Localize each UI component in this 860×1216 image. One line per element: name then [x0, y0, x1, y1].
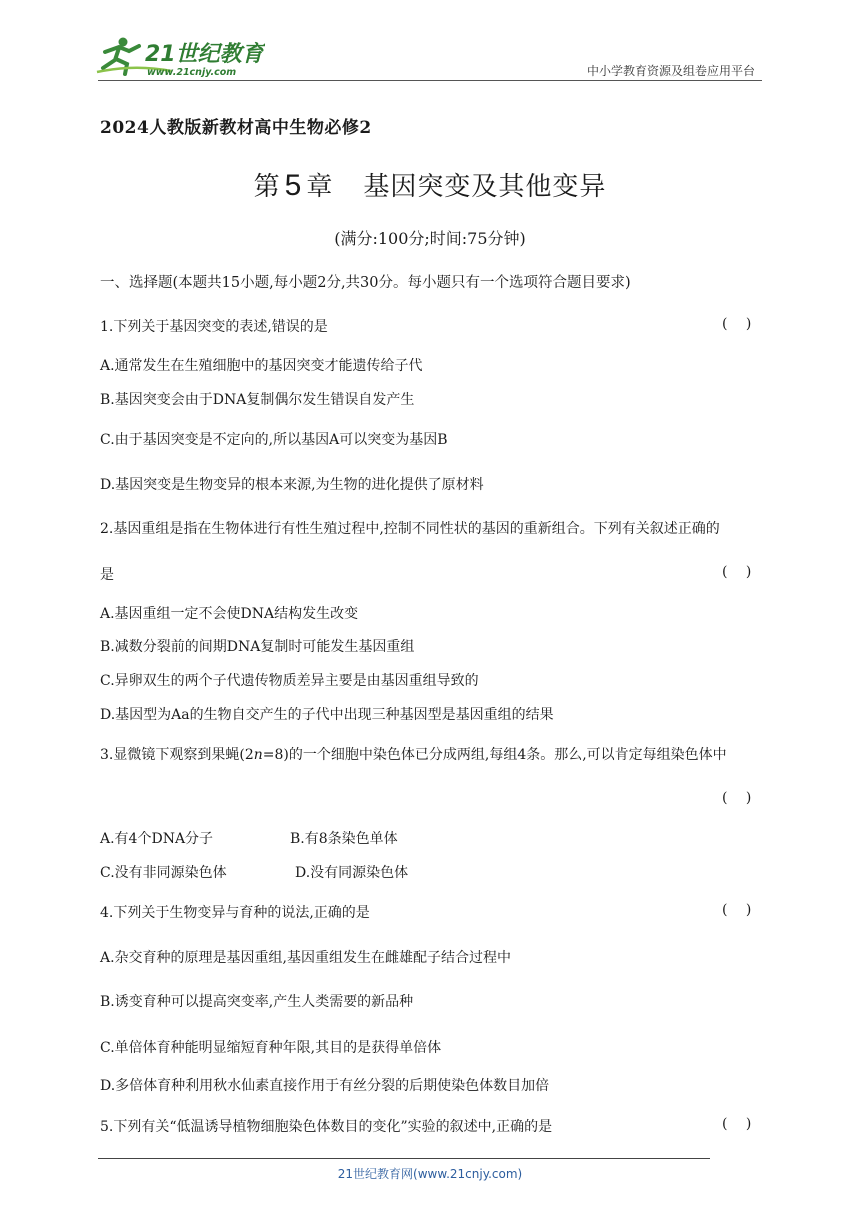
question-2-option-b: B.减数分裂前的间期DNA复制时可能发生基因重组 — [100, 639, 415, 655]
answer-parentheses: ( ) — [722, 790, 752, 806]
answer-parentheses: ( ) — [722, 316, 752, 332]
question-2-option-c: C.异卵双生的两个子代遗传物质差异主要是由基因重组导致的 — [100, 673, 479, 689]
question-4-stem: 4.下列关于生物变异与育种的说法,正确的是 — [100, 905, 370, 921]
question-1-stem: 1.下列关于基因突变的表述,错误的是 — [100, 319, 328, 335]
question-3-option-c: C.没有非同源染色体 — [100, 865, 227, 881]
question-3-option-d: D.没有同源染色体 — [295, 865, 409, 881]
question-4-option-d: D.多倍体育种利用秋水仙素直接作用于有丝分裂的后期使染色体数目加倍 — [100, 1078, 550, 1094]
question-3-stem-part-2: =8)的一个细胞中染色体已分成两组,每组4条。那么,可以肯定每组染色体中 — [262, 747, 727, 763]
question-5-stem: 5.下列有关“低温诱导植物细胞染色体数目的变化”实验的叙述中,正确的是 — [100, 1119, 553, 1135]
logo-url: www.21cnjy.com — [147, 67, 237, 78]
question-3-stem-part-1: 3.显微镜下观察到果蝇(2 — [100, 747, 254, 763]
chapter-title — [0, 166, 860, 203]
question-4-option-b: B.诱变育种可以提高突变率,产生人类需要的新品种 — [100, 994, 414, 1010]
exam-info: (满分:100分;时间:75分钟) — [334, 229, 526, 248]
question-2-stem-continued: 是 — [100, 567, 114, 583]
question-1-option-a: A.通常发生在生殖细胞中的基因突变才能遗传给子代 — [100, 358, 423, 374]
question-3-option-a: A.有4个DNA分子 — [100, 831, 214, 847]
question-1-option-d: D.基因突变是生物变异的根本来源,为生物的进化提供了原材料 — [100, 477, 484, 493]
answer-parentheses: ( ) — [722, 1116, 752, 1132]
question-4-option-a: A.杂交育种的原理是基因重组,基因重组发生在雌雄配子结合过程中 — [100, 950, 512, 966]
question-2-stem: 2.基因重组是指在生物体进行有性生殖过程中,控制不同性状的基因的重新组合。下列有关叙述正确的 — [100, 521, 720, 537]
subject-title: 2024人教版新教材高中生物必修2 — [100, 118, 372, 138]
platform-name: 中小学教育资源及组卷应用平台 — [586, 64, 755, 78]
logo — [95, 34, 265, 80]
runner-logo-icon — [95, 34, 265, 80]
question-1-option-b: B.基因突变会由于DNA复制偶尔发生错误自发产生 — [100, 392, 415, 408]
section-heading: 一、选择题(本题共15小题,每小题2分,共30分。每小题只有一个选项符合题目要求) — [100, 275, 631, 291]
chapter-suffix: 章 — [306, 172, 334, 202]
chapter-number: 5 — [284, 169, 303, 202]
question-2-option-d: D.基因型为Aa的生物自交产生的子代中出现三种基因型是基因重组的结果 — [100, 707, 554, 723]
question-3-stem — [100, 744, 727, 764]
chapter-prefix: 第 — [253, 172, 281, 202]
question-4-option-c: C.单倍体育种能明显缩短育种年限,其目的是获得单倍体 — [100, 1040, 442, 1056]
logo-text: 21世纪教育 — [145, 42, 264, 67]
answer-parentheses: ( ) — [722, 564, 752, 580]
chapter-name: 基因突变及其他变异 — [363, 172, 607, 202]
question-2-option-a: A.基因重组一定不会使DNA结构发生改变 — [100, 606, 359, 622]
question-1-option-c: C.由于基因突变是不定向的,所以基因A可以突变为基因B — [100, 432, 448, 448]
footer-link[interactable]: 21世纪教育网(www.21cnjy.com) — [337, 1167, 523, 1181]
header-divider — [98, 80, 762, 81]
chromosome-variable-n: n — [253, 747, 263, 763]
footer-divider — [98, 1158, 710, 1159]
answer-parentheses: ( ) — [722, 902, 752, 918]
question-3-option-b: B.有8条染色单体 — [290, 831, 398, 847]
